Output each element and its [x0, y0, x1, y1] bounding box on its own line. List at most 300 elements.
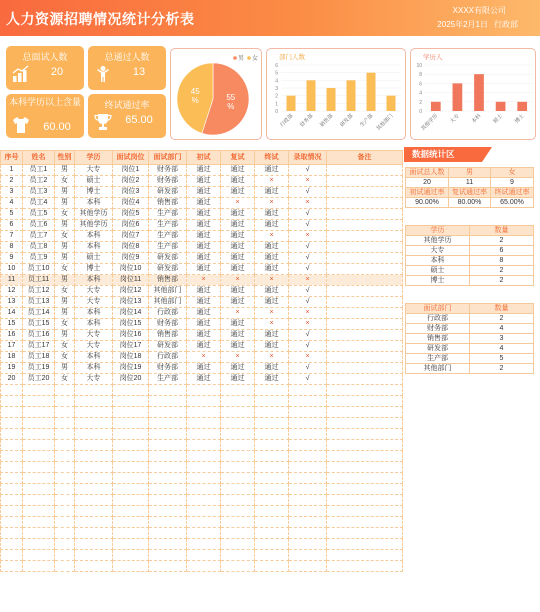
table-cell[interactable]: 岗位3 — [113, 187, 149, 198]
table-cell[interactable]: 1 — [1, 165, 23, 176]
table-cell[interactable]: 女 — [55, 341, 75, 352]
empty-cell[interactable] — [1, 506, 23, 517]
table-cell[interactable] — [327, 264, 403, 275]
table-cell[interactable]: 男 — [55, 220, 75, 231]
table-cell[interactable]: 19 — [1, 363, 23, 374]
table-cell[interactable]: 其他学历 — [75, 209, 113, 220]
table-cell[interactable]: 岗位1 — [113, 165, 149, 176]
empty-cell[interactable] — [327, 539, 403, 550]
table-cell[interactable]: 通过 — [187, 319, 221, 330]
table-cell[interactable]: 通过 — [255, 242, 289, 253]
empty-cell[interactable] — [23, 517, 55, 528]
table-cell[interactable]: 岗位13 — [113, 297, 149, 308]
table-cell[interactable]: × — [187, 275, 221, 286]
table-cell[interactable]: 通过 — [221, 176, 255, 187]
empty-cell[interactable] — [149, 550, 187, 561]
table-cell[interactable]: × — [255, 275, 289, 286]
table-cell[interactable]: 研发部 — [149, 187, 187, 198]
table-cell[interactable]: 8 — [1, 242, 23, 253]
empty-cell[interactable] — [149, 451, 187, 462]
table-cell[interactable]: 通过 — [221, 165, 255, 176]
empty-cell[interactable] — [289, 429, 327, 440]
empty-cell[interactable] — [113, 550, 149, 561]
table-cell[interactable]: 岗位19 — [113, 363, 149, 374]
empty-cell[interactable] — [327, 396, 403, 407]
empty-cell[interactable] — [113, 473, 149, 484]
table-cell[interactable]: 女 — [55, 352, 75, 363]
empty-cell[interactable] — [1, 495, 23, 506]
empty-cell[interactable] — [221, 484, 255, 495]
table-cell[interactable]: 博士 — [75, 264, 113, 275]
table-cell[interactable]: 财务部 — [149, 176, 187, 187]
empty-cell[interactable] — [1, 440, 23, 451]
bar-财务部[interactable] — [307, 80, 316, 111]
side-cell[interactable]: 2 — [470, 266, 534, 276]
table-cell[interactable]: 通过 — [187, 286, 221, 297]
empty-cell[interactable] — [221, 506, 255, 517]
empty-cell[interactable] — [255, 495, 289, 506]
table-cell[interactable]: 员工7 — [23, 231, 55, 242]
empty-cell[interactable] — [327, 484, 403, 495]
table-cell[interactable]: 通过 — [187, 176, 221, 187]
side-cell[interactable]: 2 — [470, 276, 534, 286]
table-cell[interactable]: × — [255, 308, 289, 319]
empty-cell[interactable] — [113, 506, 149, 517]
table-cell[interactable]: 生产部 — [149, 374, 187, 385]
empty-cell[interactable] — [327, 462, 403, 473]
table-cell[interactable]: 女 — [55, 319, 75, 330]
table-cell[interactable]: 男 — [55, 198, 75, 209]
table-cell[interactable]: 通过 — [187, 198, 221, 209]
table-cell[interactable]: 通过 — [255, 330, 289, 341]
table-cell[interactable]: × — [289, 275, 327, 286]
bar-本科[interactable] — [474, 74, 484, 111]
table-cell[interactable]: 岗位18 — [113, 352, 149, 363]
table-cell[interactable]: √ — [289, 242, 327, 253]
table-cell[interactable]: 7 — [1, 231, 23, 242]
empty-cell[interactable] — [289, 396, 327, 407]
table-cell[interactable]: 女 — [55, 264, 75, 275]
empty-cell[interactable] — [187, 528, 221, 539]
table-cell[interactable]: 岗位5 — [113, 209, 149, 220]
table-cell[interactable]: √ — [289, 253, 327, 264]
table-cell[interactable]: 岗位11 — [113, 275, 149, 286]
table-cell[interactable]: 硕士 — [75, 176, 113, 187]
table-cell[interactable]: 其他部门 — [149, 286, 187, 297]
table-cell[interactable]: 男 — [55, 363, 75, 374]
empty-cell[interactable] — [75, 539, 113, 550]
side-cell[interactable]: 2 — [470, 364, 534, 374]
empty-cell[interactable] — [327, 517, 403, 528]
empty-cell[interactable] — [1, 429, 23, 440]
side-cell[interactable]: 6 — [470, 246, 534, 256]
empty-cell[interactable] — [149, 473, 187, 484]
table-cell[interactable] — [327, 330, 403, 341]
empty-cell[interactable] — [327, 385, 403, 396]
empty-cell[interactable] — [255, 429, 289, 440]
table-cell[interactable]: 员工12 — [23, 286, 55, 297]
table-cell[interactable]: 生产部 — [149, 242, 187, 253]
table-cell[interactable]: 通过 — [255, 297, 289, 308]
side-cell[interactable]: 2 — [470, 236, 534, 246]
table-cell[interactable]: 通过 — [187, 297, 221, 308]
table-cell[interactable]: √ — [289, 220, 327, 231]
empty-cell[interactable] — [221, 528, 255, 539]
table-cell[interactable] — [327, 165, 403, 176]
table-cell[interactable]: √ — [289, 374, 327, 385]
empty-cell[interactable] — [1, 550, 23, 561]
table-cell[interactable]: 通过 — [255, 286, 289, 297]
table-cell[interactable]: 行政部 — [149, 352, 187, 363]
table-cell[interactable]: 通过 — [221, 231, 255, 242]
empty-cell[interactable] — [187, 451, 221, 462]
empty-cell[interactable] — [255, 451, 289, 462]
table-cell[interactable] — [327, 352, 403, 363]
table-cell[interactable]: 员工19 — [23, 363, 55, 374]
empty-cell[interactable] — [55, 528, 75, 539]
empty-cell[interactable] — [55, 440, 75, 451]
empty-cell[interactable] — [327, 550, 403, 561]
side-cell[interactable]: 财务部 — [406, 324, 470, 334]
empty-cell[interactable] — [75, 495, 113, 506]
empty-cell[interactable] — [187, 473, 221, 484]
table-cell[interactable]: 本科 — [75, 363, 113, 374]
table-cell[interactable]: 员工15 — [23, 319, 55, 330]
table-cell[interactable]: 岗位15 — [113, 319, 149, 330]
empty-cell[interactable] — [1, 473, 23, 484]
table-cell[interactable]: 员工11 — [23, 275, 55, 286]
table-cell[interactable]: 行政部 — [149, 308, 187, 319]
empty-cell[interactable] — [113, 462, 149, 473]
table-cell[interactable]: √ — [289, 330, 327, 341]
empty-cell[interactable] — [113, 385, 149, 396]
table-cell[interactable]: 女 — [55, 176, 75, 187]
empty-cell[interactable] — [75, 550, 113, 561]
table-cell[interactable]: 员工16 — [23, 330, 55, 341]
table-cell[interactable]: 通过 — [187, 330, 221, 341]
empty-cell[interactable] — [23, 440, 55, 451]
table-cell[interactable]: 通过 — [255, 253, 289, 264]
empty-cell[interactable] — [23, 506, 55, 517]
empty-cell[interactable] — [55, 550, 75, 561]
table-cell[interactable]: 岗位20 — [113, 374, 149, 385]
table-cell[interactable]: 岗位8 — [113, 242, 149, 253]
empty-cell[interactable] — [255, 561, 289, 572]
empty-cell[interactable] — [221, 539, 255, 550]
table-cell[interactable]: 4 — [1, 198, 23, 209]
empty-cell[interactable] — [75, 528, 113, 539]
empty-cell[interactable] — [1, 418, 23, 429]
empty-cell[interactable] — [149, 517, 187, 528]
table-cell[interactable]: 员工5 — [23, 209, 55, 220]
table-cell[interactable]: 通过 — [255, 209, 289, 220]
side-cell[interactable]: 大专 — [406, 246, 470, 256]
empty-cell[interactable] — [23, 539, 55, 550]
empty-cell[interactable] — [187, 506, 221, 517]
table-cell[interactable]: 本科 — [75, 352, 113, 363]
table-cell[interactable]: 本科 — [75, 242, 113, 253]
table-cell[interactable]: 员工20 — [23, 374, 55, 385]
table-cell[interactable]: 通过 — [221, 363, 255, 374]
table-cell[interactable] — [327, 231, 403, 242]
empty-cell[interactable] — [187, 396, 221, 407]
table-cell[interactable]: 通过 — [255, 187, 289, 198]
empty-cell[interactable] — [1, 528, 23, 539]
table-cell[interactable]: 员工2 — [23, 176, 55, 187]
bar-其他部门[interactable] — [387, 96, 396, 111]
table-cell[interactable]: 男 — [55, 165, 75, 176]
table-cell[interactable]: × — [289, 319, 327, 330]
empty-cell[interactable] — [255, 484, 289, 495]
empty-cell[interactable] — [75, 418, 113, 429]
table-cell[interactable]: 通过 — [187, 308, 221, 319]
table-cell[interactable]: 男 — [55, 308, 75, 319]
table-cell[interactable]: × — [255, 352, 289, 363]
table-cell[interactable]: 其他学历 — [75, 220, 113, 231]
table-cell[interactable]: 员工14 — [23, 308, 55, 319]
table-cell[interactable] — [327, 374, 403, 385]
table-cell[interactable]: × — [289, 198, 327, 209]
empty-cell[interactable] — [149, 418, 187, 429]
empty-cell[interactable] — [23, 429, 55, 440]
summary-cell[interactable]: 80.00% — [449, 198, 491, 208]
empty-cell[interactable] — [55, 561, 75, 572]
empty-cell[interactable] — [1, 539, 23, 550]
empty-cell[interactable] — [255, 407, 289, 418]
table-cell[interactable]: 通过 — [187, 242, 221, 253]
summary-cell[interactable]: 90.00% — [406, 198, 449, 208]
bar-销售部[interactable] — [327, 88, 336, 111]
empty-cell[interactable] — [289, 385, 327, 396]
bar-研发部[interactable] — [347, 80, 356, 111]
table-cell[interactable]: 通过 — [221, 187, 255, 198]
table-cell[interactable]: 大专 — [75, 374, 113, 385]
table-cell[interactable]: × — [221, 198, 255, 209]
table-cell[interactable]: 财务部 — [149, 165, 187, 176]
side-cell[interactable]: 8 — [470, 256, 534, 266]
table-cell[interactable]: 男 — [55, 275, 75, 286]
table-cell[interactable]: 2 — [1, 176, 23, 187]
empty-cell[interactable] — [187, 539, 221, 550]
table-cell[interactable]: 财务部 — [149, 319, 187, 330]
table-cell[interactable]: 通过 — [221, 242, 255, 253]
empty-cell[interactable] — [289, 517, 327, 528]
empty-cell[interactable] — [23, 495, 55, 506]
table-cell[interactable] — [327, 308, 403, 319]
empty-cell[interactable] — [327, 451, 403, 462]
empty-cell[interactable] — [289, 506, 327, 517]
table-cell[interactable] — [327, 187, 403, 198]
empty-cell[interactable] — [75, 396, 113, 407]
empty-cell[interactable] — [113, 440, 149, 451]
empty-cell[interactable] — [221, 561, 255, 572]
table-cell[interactable]: × — [289, 308, 327, 319]
empty-cell[interactable] — [149, 539, 187, 550]
empty-cell[interactable] — [55, 396, 75, 407]
table-cell[interactable]: 通过 — [187, 253, 221, 264]
empty-cell[interactable] — [55, 462, 75, 473]
side-cell[interactable]: 硕士 — [406, 266, 470, 276]
table-cell[interactable]: √ — [289, 187, 327, 198]
table-cell[interactable]: 岗位16 — [113, 330, 149, 341]
table-cell[interactable]: × — [255, 231, 289, 242]
empty-cell[interactable] — [255, 473, 289, 484]
summary-cell[interactable]: 20 — [406, 178, 449, 188]
empty-cell[interactable] — [1, 396, 23, 407]
empty-cell[interactable] — [75, 517, 113, 528]
table-cell[interactable]: 男 — [55, 187, 75, 198]
side-cell[interactable]: 3 — [470, 334, 534, 344]
empty-cell[interactable] — [221, 407, 255, 418]
table-cell[interactable]: 研发部 — [149, 341, 187, 352]
table-cell[interactable]: 生产部 — [149, 209, 187, 220]
empty-cell[interactable] — [23, 550, 55, 561]
empty-cell[interactable] — [255, 528, 289, 539]
empty-cell[interactable] — [55, 429, 75, 440]
empty-cell[interactable] — [327, 561, 403, 572]
empty-cell[interactable] — [149, 462, 187, 473]
table-cell[interactable]: 员工8 — [23, 242, 55, 253]
bar-其他学历[interactable] — [431, 102, 441, 111]
table-cell[interactable]: 男 — [55, 253, 75, 264]
empty-cell[interactable] — [327, 418, 403, 429]
empty-cell[interactable] — [187, 429, 221, 440]
table-cell[interactable]: 研发部 — [149, 253, 187, 264]
empty-cell[interactable] — [289, 550, 327, 561]
table-cell[interactable] — [327, 286, 403, 297]
table-cell[interactable]: 通过 — [187, 264, 221, 275]
table-cell[interactable]: 通过 — [187, 187, 221, 198]
empty-cell[interactable] — [1, 462, 23, 473]
empty-cell[interactable] — [23, 385, 55, 396]
side-cell[interactable]: 其他部门 — [406, 364, 470, 374]
table-cell[interactable]: 通过 — [187, 374, 221, 385]
empty-cell[interactable] — [55, 484, 75, 495]
table-cell[interactable]: × — [289, 176, 327, 187]
empty-cell[interactable] — [187, 418, 221, 429]
table-cell[interactable]: 通过 — [221, 330, 255, 341]
table-cell[interactable]: 3 — [1, 187, 23, 198]
table-cell[interactable]: 岗位9 — [113, 253, 149, 264]
table-cell[interactable]: 6 — [1, 220, 23, 231]
side-cell[interactable]: 4 — [470, 324, 534, 334]
bar-行政部[interactable] — [287, 96, 296, 111]
table-cell[interactable]: 员工10 — [23, 264, 55, 275]
empty-cell[interactable] — [255, 550, 289, 561]
table-cell[interactable]: 员工17 — [23, 341, 55, 352]
empty-cell[interactable] — [113, 451, 149, 462]
table-cell[interactable]: 岗位10 — [113, 264, 149, 275]
table-cell[interactable]: 本科 — [75, 198, 113, 209]
table-cell[interactable]: 通过 — [255, 374, 289, 385]
table-cell[interactable]: 通过 — [255, 264, 289, 275]
table-cell[interactable]: 其他部门 — [149, 297, 187, 308]
table-cell[interactable]: 岗位7 — [113, 231, 149, 242]
side-cell[interactable]: 博士 — [406, 276, 470, 286]
table-cell[interactable]: 财务部 — [149, 363, 187, 374]
table-cell[interactable]: 员工18 — [23, 352, 55, 363]
empty-cell[interactable] — [149, 506, 187, 517]
empty-cell[interactable] — [75, 561, 113, 572]
empty-cell[interactable] — [23, 561, 55, 572]
empty-cell[interactable] — [289, 528, 327, 539]
empty-cell[interactable] — [113, 528, 149, 539]
empty-cell[interactable] — [255, 539, 289, 550]
table-cell[interactable]: 员工13 — [23, 297, 55, 308]
table-cell[interactable]: 通过 — [187, 231, 221, 242]
empty-cell[interactable] — [23, 473, 55, 484]
table-cell[interactable]: 博士 — [75, 187, 113, 198]
empty-cell[interactable] — [149, 495, 187, 506]
empty-cell[interactable] — [23, 396, 55, 407]
empty-cell[interactable] — [289, 440, 327, 451]
table-cell[interactable]: 大专 — [75, 286, 113, 297]
table-cell[interactable]: 9 — [1, 253, 23, 264]
empty-cell[interactable] — [55, 407, 75, 418]
table-cell[interactable]: × — [187, 352, 221, 363]
empty-cell[interactable] — [187, 517, 221, 528]
empty-cell[interactable] — [187, 495, 221, 506]
table-cell[interactable]: × — [289, 231, 327, 242]
table-cell[interactable] — [327, 209, 403, 220]
empty-cell[interactable] — [255, 396, 289, 407]
empty-cell[interactable] — [221, 550, 255, 561]
empty-cell[interactable] — [55, 495, 75, 506]
table-cell[interactable]: 本科 — [75, 275, 113, 286]
empty-cell[interactable] — [1, 517, 23, 528]
table-cell[interactable]: √ — [289, 341, 327, 352]
empty-cell[interactable] — [255, 440, 289, 451]
empty-cell[interactable] — [187, 385, 221, 396]
table-cell[interactable]: 员工3 — [23, 187, 55, 198]
bar-生产部[interactable] — [367, 73, 376, 111]
table-cell[interactable]: 12 — [1, 286, 23, 297]
empty-cell[interactable] — [289, 484, 327, 495]
table-cell[interactable] — [327, 363, 403, 374]
empty-cell[interactable] — [1, 561, 23, 572]
empty-cell[interactable] — [221, 396, 255, 407]
table-cell[interactable] — [327, 275, 403, 286]
table-cell[interactable]: 大专 — [75, 297, 113, 308]
table-cell[interactable]: 大专 — [75, 330, 113, 341]
table-cell[interactable]: 通过 — [221, 264, 255, 275]
empty-cell[interactable] — [1, 451, 23, 462]
empty-cell[interactable] — [113, 561, 149, 572]
empty-cell[interactable] — [221, 451, 255, 462]
empty-cell[interactable] — [327, 407, 403, 418]
empty-cell[interactable] — [1, 385, 23, 396]
empty-cell[interactable] — [289, 407, 327, 418]
empty-cell[interactable] — [149, 385, 187, 396]
empty-cell[interactable] — [221, 418, 255, 429]
empty-cell[interactable] — [221, 517, 255, 528]
table-cell[interactable]: 通过 — [255, 220, 289, 231]
empty-cell[interactable] — [75, 407, 113, 418]
side-cell[interactable]: 行政部 — [406, 314, 470, 324]
table-cell[interactable] — [327, 297, 403, 308]
empty-cell[interactable] — [149, 429, 187, 440]
empty-cell[interactable] — [55, 418, 75, 429]
side-cell[interactable]: 研发部 — [406, 344, 470, 354]
empty-cell[interactable] — [149, 528, 187, 539]
empty-cell[interactable] — [113, 429, 149, 440]
table-cell[interactable]: √ — [289, 286, 327, 297]
table-cell[interactable]: 岗位2 — [113, 176, 149, 187]
empty-cell[interactable] — [327, 506, 403, 517]
side-cell[interactable]: 2 — [470, 314, 534, 324]
table-cell[interactable]: 生产部 — [149, 220, 187, 231]
table-cell[interactable]: 研发部 — [149, 264, 187, 275]
